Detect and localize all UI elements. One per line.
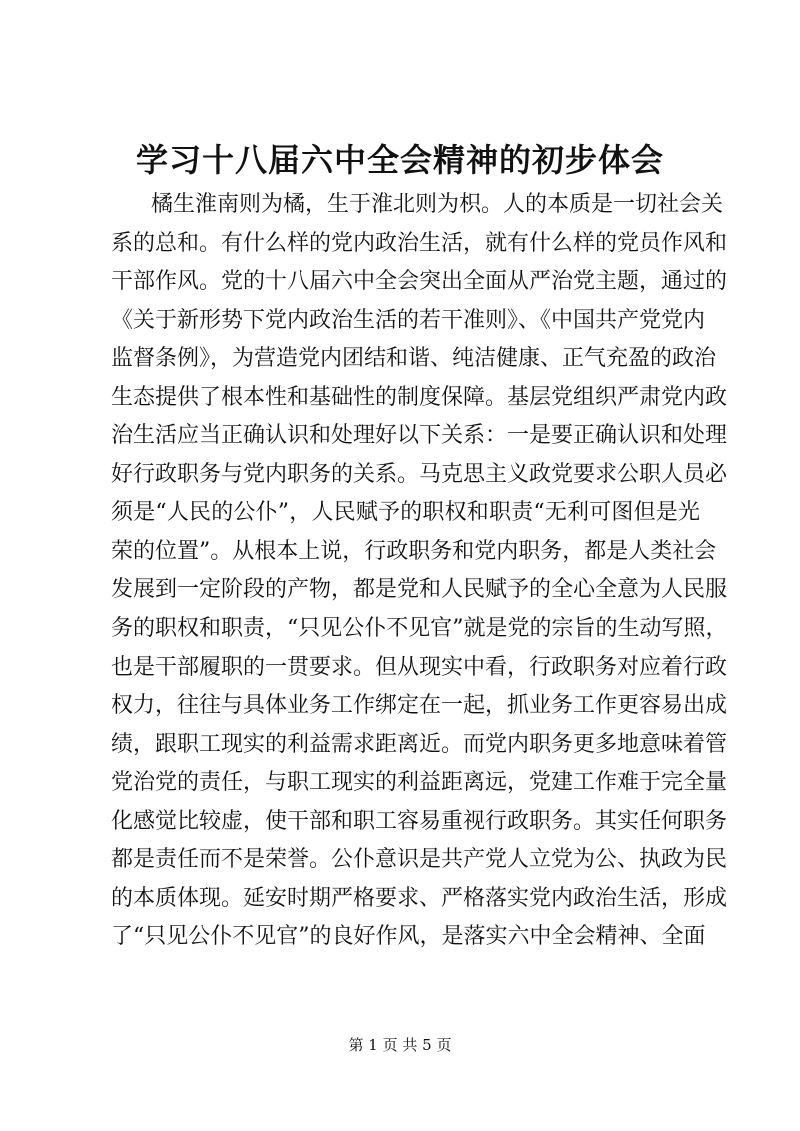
body-line: 发展到一定阶段的产物，都是党和人民赋予的全心全意为人民服 <box>111 577 728 603</box>
body-line: 荣的位置”。从根本上说，行政职务和党内职务，都是人类社会 <box>111 538 717 564</box>
body-line: 党治党的责任，与职工现实的利益距离远，党建工作难于完全量 <box>111 770 728 796</box>
body-line: 干部作风。党的十八届六中全会突出全面从严治党主题，通过的 <box>111 269 728 295</box>
body-line: 系的总和。有什么样的党内政治生活，就有什么样的党员作风和 <box>111 230 728 256</box>
body-line: 务的职权和职责，“只见公仆不见官”就是党的宗旨的生动写照， <box>111 616 728 642</box>
body-line: 绩，跟职工现实的利益需求距离近。而党内职务更多地意味着管 <box>111 731 728 757</box>
body-line: 生态提供了根本性和基础性的制度保障。基层党组织严肃党内政 <box>111 384 728 410</box>
document-title: 学习十八届六中全会精神的初步体会 <box>135 141 664 179</box>
body-line: 权力，往往与具体业务工作绑定在一起，抓业务工作更容易出成 <box>111 693 728 719</box>
body-line: 治生活应当正确认识和处理好以下关系：一是要正确认识和处理 <box>111 423 728 449</box>
body-line: 也是干部履职的一贯要求。但从现实中看，行政职务对应着行政 <box>111 654 728 680</box>
document-body <box>111 186 728 957</box>
page-footer: 第 1 页 共 5 页 <box>348 1036 452 1054</box>
body-line: 《关于新形势下党内政治生活的若干准则》、《中国共产党党内 <box>111 307 706 333</box>
body-line: 橘生淮南则为橘，生于淮北则为枳。人的本质是一切社会关 <box>151 192 724 217</box>
body-line: 监督条例》，为营造党内团结和谐、纯洁健康、正气充盈的政治 <box>111 346 717 372</box>
body-line: 好行政职务与党内职务的关系。马克思主义政党要求公职人员必 <box>111 461 728 487</box>
body-line: 化感觉比较虚，使干部和职工容易重视行政职务。其实任何职务 <box>111 808 728 834</box>
body-line: 了“只见公仆不见官”的良好作风，是落实六中全会精神、全面 <box>111 924 706 950</box>
body-line: 的本质体现。延安时期严格要求、严格落实党内政治生活，形成 <box>111 885 728 911</box>
body-line: 都是责任而不是荣誉。公仆意识是共产党人立党为公、执政为民 <box>111 847 728 873</box>
body-line: 须是“人民的公仆”，人民赋予的职权和职责“无利可图但是光 <box>111 500 700 526</box>
